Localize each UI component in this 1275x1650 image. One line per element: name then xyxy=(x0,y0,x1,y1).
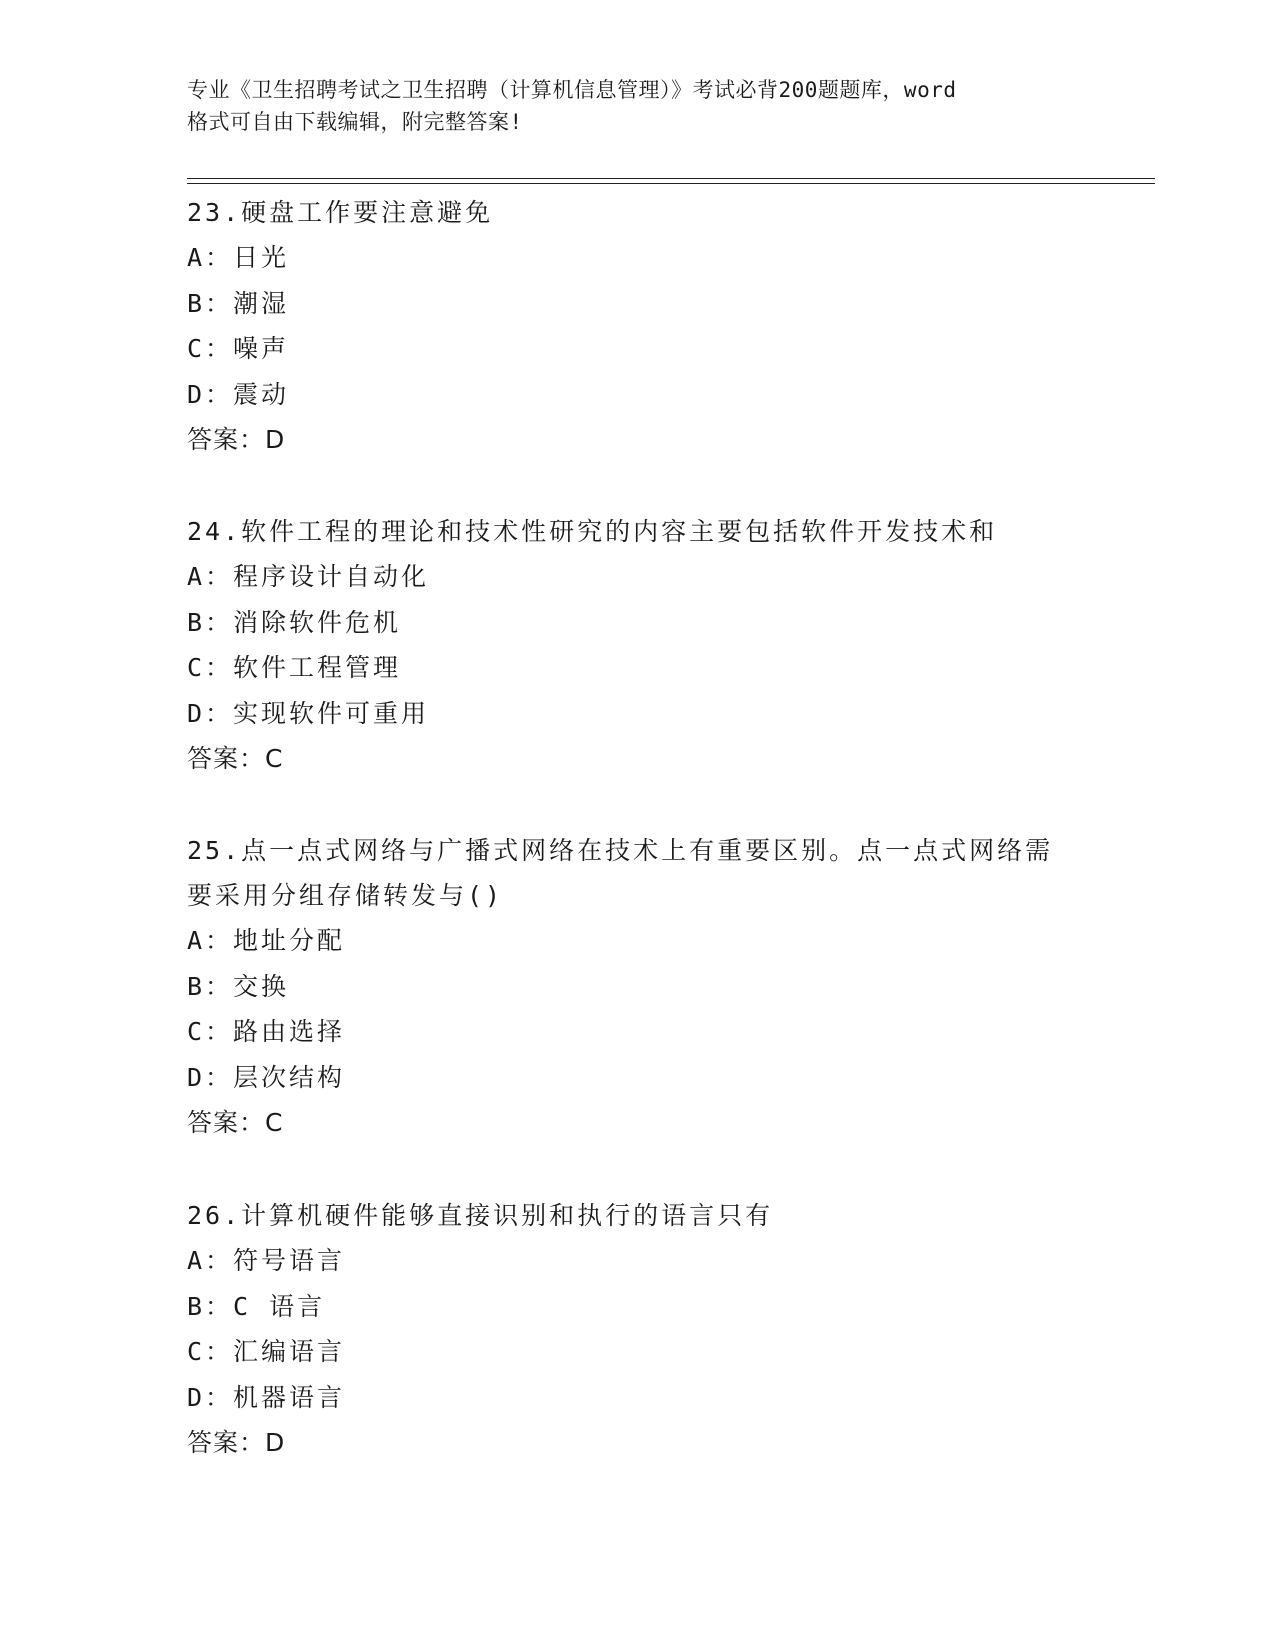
option-b: B：潮湿 xyxy=(187,288,290,318)
answer-label: 答案：C xyxy=(187,744,284,773)
document-header xyxy=(187,74,1087,138)
header-line-1: 专业《卫生招聘考试之卫生招聘（计算机信息管理）》考试必背200题题库，word xyxy=(187,78,957,102)
header-rule-bottom xyxy=(187,183,1155,184)
option-b: B：C 语言 xyxy=(187,1291,326,1321)
option-d: D：层次结构 xyxy=(187,1062,346,1092)
option-a: A：日光 xyxy=(187,243,290,272)
option-d: D：实现软件可重用 xyxy=(187,698,430,728)
question-stem-line-2: 要采用分组存储转发与() xyxy=(187,881,504,910)
option-d: D：机器语言 xyxy=(187,1382,346,1412)
option-a: A：程序设计自动化 xyxy=(187,562,430,591)
option-a: A：符号语言 xyxy=(187,1246,346,1275)
header-line-2: 格式可自由下载编辑，附完整答案! xyxy=(187,110,523,134)
option-c: C：噪声 xyxy=(187,334,290,363)
question-stem: 24.软件工程的理论和技术性研究的内容主要包括软件开发技术和 xyxy=(187,517,998,546)
option-c: C：软件工程管理 xyxy=(187,653,402,682)
question-25 xyxy=(187,828,1087,1145)
answer-label: 答案：C xyxy=(187,1108,284,1137)
option-c: C：路由选择 xyxy=(187,1017,346,1046)
question-26 xyxy=(187,1193,1087,1465)
option-d: D：震动 xyxy=(187,379,290,409)
option-b: B：消除软件危机 xyxy=(187,607,402,637)
option-c: C：汇编语言 xyxy=(187,1337,346,1366)
question-stem: 26.计算机硬件能够直接识别和执行的语言只有 xyxy=(187,1201,774,1230)
answer-label: 答案：D xyxy=(187,425,286,454)
question-stem: 23.硬盘工作要注意避免 xyxy=(187,198,494,227)
question-24 xyxy=(187,509,1087,781)
answer-label: 答案：D xyxy=(187,1428,286,1457)
header-rule-top xyxy=(187,178,1155,179)
option-b: B：交换 xyxy=(187,971,290,1001)
question-23 xyxy=(187,190,1087,462)
question-stem-line-1: 25.点一点式网络与广播式网络在技术上有重要区别。点一点式网络需 xyxy=(187,836,1054,865)
option-a: A：地址分配 xyxy=(187,926,346,955)
